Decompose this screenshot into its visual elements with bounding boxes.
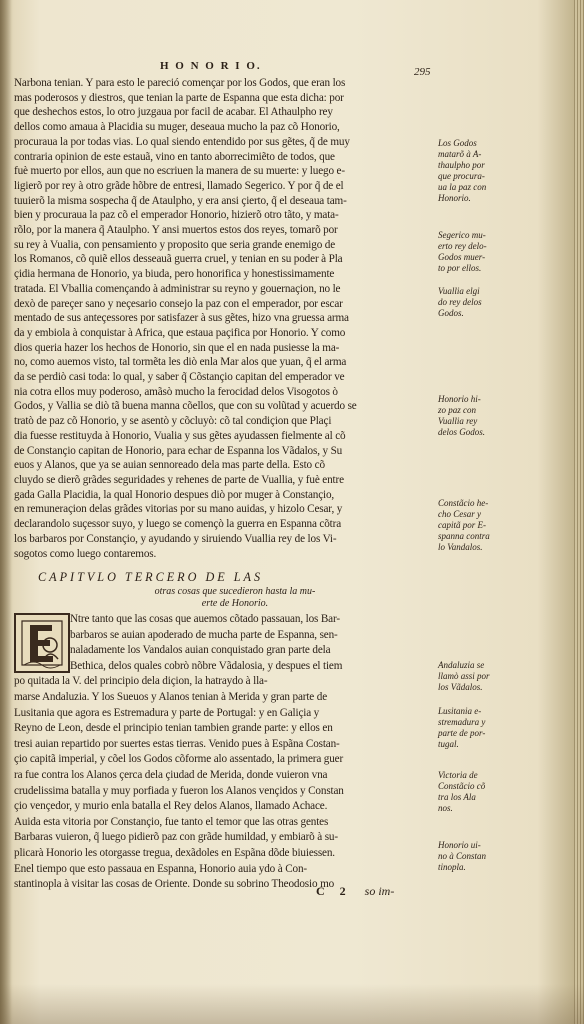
text-line: mentado de sus anteçessores por satisfazer à sus gẽtes, hizo vna gruessa arma [14,312,349,325]
text-line: nia cotra ellos muy poderoso, amãsò mucho la ferocidad delos Visogotos ò [14,385,338,398]
text-line: declarandolo suçessor suyo, y luego se començò la guerra en Espanna cõtra [14,518,342,531]
text-line: cluydo se dierõ grãdes seguridades y rehenes de parte de Vuallia, y fuè entre [14,473,344,486]
text-line: Reyno de Leon, desde el principio tenian tambien grande parte: y ellos en [14,722,333,735]
text-line: Godos, y Vallia se diò tã buena manna cõellos, que con su volũtad y acuerdo se [14,400,357,413]
marginal-note-line: Victoria de [438,770,478,780]
text-line: tresi auian repartido por suertes estas tierras. Venido pues à Espãna Costan- [14,737,340,750]
chapter-subtitle-line: otras cosas que sucedieron hasta la mu- [154,586,316,597]
marginal-note-line: Lusitania e- [438,706,482,716]
marginal-note-line: Honorio hi- [438,394,481,404]
page-bottom-shadow [0,984,584,1024]
text-line: euos y Alanos, que ya se auian sennoreado dela mas parte della. Esto cõ [14,459,325,472]
text-line: plicarà Honorio les otorgasse tregua, dexãdoles en Espãna dõde biuiessen. [14,846,335,859]
text-line: Narbona tenian. Y para esto le pareció començar por los Godos, que eran los [14,77,346,89]
text-line: no, como auemos visto, tal tormẽta les diò enla Mar alos que yuan, q̃ el arma [14,356,347,369]
text-line: ra fue contra los Alanos çerca dela çiudad de Merida, donde vuieron vna [14,768,328,781]
marginal-note-line: erto rey delo- [438,241,487,251]
text-line: los barbaros por Constançio, y ayudando y siruiendo Vuallia rey de los Vi- [14,532,337,545]
marginal-note-line: los Vãdalos. [438,682,483,692]
text-line: que deshechos estos, lo otro juzgaua por facil de acabar. El Athaulpho rey [14,106,333,119]
text-line: en remuneraçion delas grãdes vitorias por su mano auidas, y hizolo Cesar, y [14,503,343,516]
marginal-note-andaluzia [438,660,508,693]
text-line: dexò de pareçer sano y neçesario consejo la paz con el emperador, por escar [14,297,343,310]
marginal-note-line: Vuallia elgi [438,286,480,296]
marginal-note-line: delos Godos. [438,427,485,437]
marginal-note-line: ua la paz con [438,182,487,192]
marginal-note-line: parte de por- [438,728,486,738]
marginal-note-line: tinopla. [438,862,466,872]
marginal-note-line: stremadura y [438,717,486,727]
text-line: çio vençedor, y murio enla batalla el Rey delos Alanos, llamado Achace. [14,800,328,813]
marginal-note-line: que procura- [438,171,485,181]
text-line: Auida esta vitoria por Constançio, fue tanto el temor que las otras gentes [14,815,329,828]
marginal-note-line: Los Godos [438,138,477,148]
marginal-note-line: Segerico mu- [438,230,486,240]
text-line: sogotos como luego contaremos. [14,547,157,560]
text-line: dios queria hazer los hechos de Honorio, sin que el en nada pusiesse la ma- [14,341,340,354]
text-line: naladamente los Vandalos auian conquistado gran parte dela [70,644,331,657]
marginal-note-lusitania [438,706,508,750]
chapter-subtitle-line: erte de Honorio. [201,598,269,609]
text-line: Ntre tanto que las cosas que auemos cõtado passauan, los Bar- [70,613,340,625]
marginal-note-line: matarõ à A- [438,149,482,159]
catchword: so im- [364,884,395,898]
marginal-note-line: thaulpho por [438,160,485,170]
marginal-note-line: Andaluzia se [438,660,485,670]
marginal-note-line: zo paz con [438,405,476,415]
marginal-note-victoria [438,770,508,814]
text-line: çidia hermana de Honorio, ya biuda, pero honorifica y honestissimamente [14,268,335,281]
gutter-shadow [0,0,12,1024]
text-line: rõlo, por la manera q̃ Ataulpho. Y ansi muertos estos dos reyes, tomarõ por [14,224,338,237]
text-line: su rey à Vualia, con pensamiento y proposito que seria grande enemigo de [14,238,336,251]
text-line: da se perdiò casi toda: lo qual, y saber q̃ Cõstançio capitan del emperador ve [14,371,345,384]
text-line: fuè muerto por ellos, aun que no escriuen la manera de su muerte: y luego e- [14,165,345,178]
marginal-note-line: Honorio. [438,193,471,203]
text-line: procuraua la por todas vias. Lo qual siendo entendido por sus gẽtes, q̃ de muy [14,135,350,148]
text-line: gada Galla Placidia, la qual Honorio despues diò por muger à Constançio, [14,488,335,501]
chapter-title: CAPITVLO TERCERO DE LAS [38,570,264,584]
marginal-note-line: spanna contra [438,531,490,541]
text-line: de Constançio capitan de Honorio, para echar de Espanna los Vãdalos, y Su [14,444,343,457]
text-line: Lusitania que agora es Estremadura y parte de Portugal: y en Galiçia y [14,706,320,719]
text-line: tratada. El Vballia començando à administrar su reyno y gouernaçion, no le [14,282,341,295]
text-line: Barbaras vuieron, q̃ luego pidierõ paz con grãde humildad, y embiarõ à su- [14,831,338,844]
marginal-note-line: llamò assi por [438,671,490,681]
text-line: crudelissima batalla y muy porfiada y fueron los Alanos vençidos y Constan [14,784,344,797]
marginal-note-line: Godos. [438,308,464,318]
marginal-note-line: do rey delos [438,297,482,307]
chapter-text-block [14,612,440,893]
main-text-block [14,76,434,561]
text-line: dellos como amaua à Placidia su muger, deseaua mucho la paz cõ Honorio, [14,121,340,134]
marginal-note-line: tugal. [438,739,459,749]
marginal-note-line: lo Vandalos. [438,542,483,552]
text-line: çio capitã imperial, y cõel los Godos cõforme alo assentado, la primera guer [14,753,344,766]
marginal-note-segerico [438,230,508,274]
text-line: dia fuesse restituyda à Honorio, Vualia y sus gẽtes ayudassen fielmente al cõ [14,429,346,442]
signature-mark: C 2 [316,884,352,898]
text-line: tuuierõ la misma sospecha q̃ de Ataulpho, y era ansi çierto, q̃ el deseaua tam- [14,194,347,207]
marginal-note-line: no à Constan [438,851,487,861]
marginal-note-line: tra los Ala [438,792,476,802]
page-edges [574,0,584,1024]
marginal-note-vuallia [438,286,508,319]
marginal-note-line: nos. [438,803,453,813]
text-line: da y embiola à conquistar à Africa, que estaua paçifica por Honorio. Y como [14,326,346,339]
marginal-note-constantinopla [438,840,508,873]
marginal-note-line: Honorio ui- [438,840,481,850]
marginal-note-line: Constãcio he- [438,498,489,508]
text-line: bien y procuraua la paz cõ el emperador Honorio, hizierõ otro tãto, y mata- [14,209,339,222]
marginal-note-line: Constãcio cõ [438,781,486,791]
marginal-note-line: to por ellos. [438,263,482,273]
text-line: mas poderosos y diestros, que tenian la parte de Espanna que esta dicha: por [14,91,344,104]
text-line: stantinopla à visitar las cosas de Oriente. Donde su sobrino Theodosio mo [14,878,335,891]
marginal-note-line: cho Cesar y [438,509,481,519]
text-line: barbaros se auian apoderado de mucha parte de Espanna, sen- [70,628,338,641]
folio-number: 295 [414,66,431,78]
marginal-note-honorio-paz [438,394,508,438]
text-line: po quitada la V. del principio dela diçion, la hatraydo à lla- [14,675,268,688]
text-line: contraria opinion de este estauã, vino en tanto aborrecimiẽto de todos, que [14,150,335,163]
marginal-note-line: Godos muer- [438,252,486,262]
text-line: Enel tiempo que esto passaua en Espanna, Honorio auia ydo à Con- [14,862,308,875]
text-line: los Romanos, cõ quiẽ ellos desseauã guerra cruel, y tenian en su poder à Pla [14,253,343,266]
text-line: tratò de paz cõ Honorio, y se asentò y cõcluyò: cõ tal condiçion que Plaçi [14,415,332,428]
marginal-note-line: capitã por E- [438,520,486,530]
marginal-note-constancio [438,498,508,553]
signature-and-catchword [316,884,394,899]
text-line: marse Andaluzia. Y los Sueuos y Alanos tenian à Merida y gran parte de [14,690,328,703]
chapter-subtitle [70,586,400,610]
marginal-note-godos [438,138,508,204]
running-head: H O N O R I O. [160,60,262,72]
marginal-note-line: Vuallia rey [438,416,478,426]
text-line: Bethica, delos quales cobrò nõbre Vãdalosia, y despues el tiem [70,659,343,672]
text-line: ligierõ por rey à otro grãde hõbre de entresi, llamado Segerico. Y por q̃ de el [14,179,344,192]
